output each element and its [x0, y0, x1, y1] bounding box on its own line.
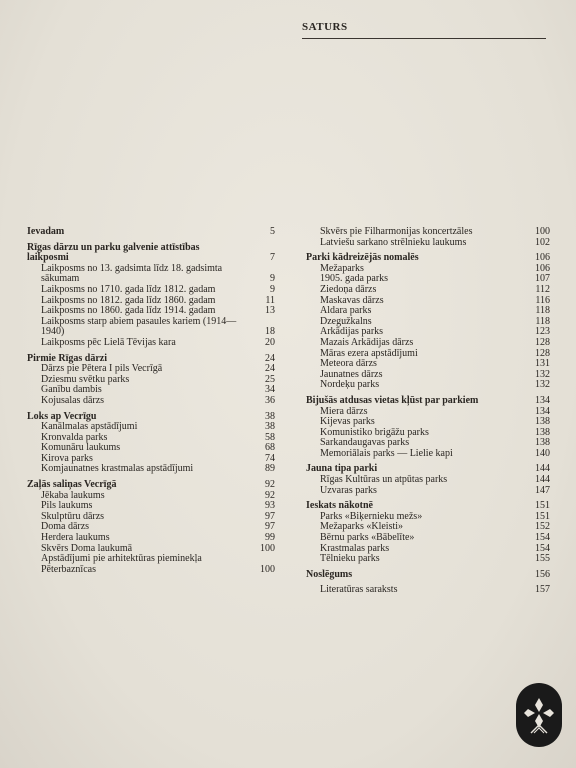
toc-entry	[306, 380, 550, 391]
toc-entry-title: Skvērs pie Filharmonijas koncertzāles	[320, 226, 473, 237]
toc-section-heading	[306, 570, 550, 581]
toc-page-number: 128	[535, 336, 550, 348]
toc-page-number: 100	[260, 563, 275, 575]
toc-page-number: 144	[535, 474, 550, 486]
toc-entry-title: Arkādijas parks	[320, 326, 384, 338]
toc-page-number: 155	[535, 553, 550, 565]
toc-section-title: Pirmie Rīgas dārzi	[27, 352, 107, 364]
toc-entry	[27, 464, 275, 475]
toc-entry-title: 1905. gada parks	[320, 273, 389, 285]
toc-entry-title: Rīgas Kultūras un atpūtas parks	[320, 474, 448, 486]
toc-entry-title: Pils laukums	[41, 500, 93, 512]
toc-page-number: 97	[265, 521, 275, 533]
toc-page-number: 132	[535, 379, 550, 391]
toc-entry-title: Komunistiko brigāžu parks	[320, 426, 429, 438]
toc-entry	[27, 338, 275, 349]
toc-page-number: 156	[535, 568, 550, 580]
toc-page-number: 152	[535, 521, 550, 533]
toc-entry-title: Ziedoņa dārzs	[320, 283, 377, 295]
toc-entry-title: Kronvalda parks	[41, 431, 108, 443]
toc-section-title: Parki kādreizējās nomalēs	[306, 252, 419, 264]
toc-section	[306, 501, 550, 565]
toc-entry	[27, 317, 275, 338]
toc-entry-title: Dārzs pie Pētera I pils Vecrīgā	[41, 363, 163, 375]
toc-entry-title: Laikposms no 1710. gada līdz 1812. gadam	[41, 283, 216, 295]
toc-page-number: 58	[265, 431, 275, 443]
toc-page-number: 11	[265, 294, 275, 306]
toc-section-title: Jauna tipa parki	[306, 463, 378, 475]
toc-page-number: 107	[535, 273, 550, 285]
toc-page-number: 106	[535, 262, 550, 274]
toc-entry	[27, 285, 275, 296]
toc-page-number: 92	[265, 479, 275, 491]
toc-section-title: Bijušās atdusas vietas kļūst par parkiem	[306, 394, 479, 406]
toc-entry-title: Bērnu parks «Bābelīte»	[320, 532, 415, 544]
toc-entry-title: Laikposms no 13. gadsimta līdz 18. gadsimta sākumam	[41, 262, 223, 285]
toc-page-number: 74	[265, 452, 275, 464]
header-title: SATURS	[302, 21, 348, 33]
toc-page-number: 36	[265, 394, 275, 406]
toc-page-number: 112	[535, 283, 550, 295]
toc-page-number: 34	[265, 384, 275, 396]
toc-entry-title: Kijevas parks	[320, 416, 375, 428]
toc-page-number: 144	[535, 463, 550, 475]
toc-entry	[27, 554, 275, 575]
toc-section-title: Ievadam	[27, 226, 65, 237]
toc-page-number: 13	[265, 305, 275, 317]
toc-page-number: 7	[270, 252, 275, 264]
toc-section	[27, 480, 275, 575]
toc-page-number: 128	[535, 347, 550, 359]
toc-entry-title: Jēkaba laukums	[41, 489, 105, 501]
toc-entry-title: Apstādījumi pie arhitektūras pieminekļa Pēterbaznīcas	[41, 553, 202, 575]
toc-entry-title: Miera dārzs	[320, 405, 368, 417]
toc-page-number: 138	[535, 416, 550, 428]
toc-page-number: 118	[535, 305, 550, 317]
toc-entry-title: Doma dārzs	[41, 521, 90, 533]
toc-entry-title: Mežaparks «Kleisti»	[320, 521, 404, 533]
toc-page-number: 93	[265, 500, 275, 512]
toc-entry-title: Mežaparks	[320, 262, 364, 274]
toc-entry-title: Skulptūru dārzs	[41, 510, 105, 522]
toc-page-number: 5	[270, 226, 275, 237]
toc-entry-title: Sarkandaugavas parks	[320, 437, 410, 449]
toc-page-number: 24	[265, 352, 275, 364]
toc-entry-title: Memoriālais parks — Lielie kapi	[320, 447, 453, 459]
toc-page-number: 18	[265, 326, 275, 338]
toc-page-number: 123	[535, 326, 550, 338]
toc-section	[27, 243, 275, 349]
toc-section	[27, 227, 275, 238]
toc-entry	[306, 338, 550, 349]
header-rule	[302, 38, 546, 39]
toc-page-number: 97	[265, 510, 275, 522]
toc-section	[27, 354, 275, 407]
toc-left-column	[27, 227, 275, 580]
toc-entry	[306, 585, 550, 596]
toc-entry-title: Meteora dārzs	[320, 358, 377, 370]
toc-entry-title: Dziesmu svētku parks	[41, 373, 130, 385]
toc-section	[306, 396, 550, 460]
watermark-logo-icon	[516, 683, 562, 747]
toc-page-number: 9	[270, 273, 275, 285]
toc-entry-title: Uzvaras parks	[320, 484, 377, 496]
toc-entry-title: Kojusalas dārzs	[41, 394, 105, 406]
toc-section-title: Zaļās saliņas Vecrīgā	[27, 479, 117, 491]
toc-page-number: 140	[535, 447, 550, 459]
page-header	[302, 21, 546, 39]
toc-entry-title: Aldara parks	[320, 305, 372, 317]
toc-page-number: 100	[535, 226, 550, 237]
toc-entry-title: Krastmalas parks	[320, 542, 390, 554]
toc-entry-title: Herdera laukums	[41, 532, 110, 544]
toc-section	[306, 253, 550, 391]
toc-entry-title: Laikposms pēc Lielā Tēvijas kara	[41, 336, 176, 348]
toc-page-number: 92	[265, 489, 275, 501]
toc-entry-title: Literatūras saraksts	[320, 584, 398, 596]
toc-page-number: 89	[265, 463, 275, 475]
toc-page-number: 25	[265, 373, 275, 385]
toc-page-number: 138	[535, 437, 550, 449]
toc-section	[27, 412, 275, 476]
toc-page-number: 116	[535, 294, 550, 306]
toc-entry	[306, 486, 550, 497]
toc-entry-title: Latviešu sarkano strēlnieku laukums	[320, 236, 467, 248]
toc-entry-title: Komunāru laukums	[41, 442, 121, 454]
toc-entry-title: Maskavas dārzs	[320, 294, 384, 306]
toc-entry-title: Māras ezera apstādījumi	[320, 347, 418, 359]
toc-page-number: 68	[265, 442, 275, 454]
toc-section-title: Rīgas dārzu un parku galvenie attīstības laikposmi	[27, 241, 200, 264]
toc-entry-title: Ganību dambis	[41, 384, 102, 396]
toc-entry-title: Laikposms starp abiem pasaules kariem (1914—1940)	[41, 315, 237, 338]
toc-entry-title: Kanālmalas apstādījumi	[41, 421, 138, 433]
toc-page-number: 154	[535, 542, 550, 554]
toc-section-heading	[27, 243, 275, 264]
toc-page-number: 99	[265, 532, 275, 544]
toc-entry-title: Komjaunatnes krastmalas apstādījumi	[41, 463, 194, 475]
toc-entry-title: Dzegužkalns	[320, 315, 372, 327]
toc-section	[306, 570, 550, 581]
toc-entry	[27, 264, 275, 285]
toc-page-number: 24	[265, 363, 275, 375]
toc-entry-title: Laikposms no 1812. gada līdz 1860. gadam	[41, 294, 216, 306]
toc-entry-title: Parks «Biķernieku mežs»	[320, 510, 423, 522]
toc-entry-title: Kirova parks	[41, 452, 93, 464]
toc-section-title: Ieskats nākotnē	[306, 500, 373, 512]
toc-section	[306, 464, 550, 496]
toc-section	[306, 585, 550, 596]
toc-entry-title: Tēlnieku parks	[320, 553, 380, 565]
toc-page-number: 154	[535, 532, 550, 544]
toc-page-number: 138	[535, 426, 550, 438]
toc-page-number: 20	[265, 336, 275, 348]
toc-section-heading	[27, 227, 275, 238]
toc-page-number: 151	[535, 500, 550, 512]
toc-page-number: 100	[260, 542, 275, 554]
toc-page-number: 134	[535, 405, 550, 417]
toc-page-number: 147	[535, 484, 550, 496]
toc-page-number: 132	[535, 368, 550, 380]
toc-section-heading	[306, 396, 550, 407]
toc-entry-title: Jaunatnes dārzs	[320, 368, 383, 380]
toc-entry	[306, 238, 550, 249]
toc-page-number: 106	[535, 252, 550, 264]
toc-page-number: 131	[535, 358, 550, 370]
toc-entry-title: Nordeķu parks	[320, 379, 380, 391]
toc-entry	[27, 396, 275, 407]
toc-page-number: 157	[535, 584, 550, 596]
toc-entry-title: Laikposms no 1860. gada līdz 1914. gadam	[41, 305, 216, 317]
toc-entry	[306, 285, 550, 296]
toc-page-number: 9	[270, 283, 275, 295]
toc-page-number: 134	[535, 394, 550, 406]
toc-section-title: Noslēgums	[306, 568, 353, 580]
toc-section-title: Loks ap Vecrīgu	[27, 410, 97, 422]
toc-entry-title: Skvērs Doma laukumā	[41, 542, 133, 554]
toc-right-column	[306, 227, 550, 601]
toc-entry	[306, 449, 550, 460]
toc-section	[306, 227, 550, 248]
toc-entry-title: Mazais Arkādijas dārzs	[320, 336, 414, 348]
toc-page-number: 151	[535, 510, 550, 522]
toc-page-number: 38	[265, 421, 275, 433]
toc-page-number: 102	[535, 236, 550, 248]
toc-page-number: 38	[265, 410, 275, 422]
toc-page-number: 118	[535, 315, 550, 327]
toc-entry	[306, 554, 550, 565]
toc-entry	[306, 227, 550, 238]
